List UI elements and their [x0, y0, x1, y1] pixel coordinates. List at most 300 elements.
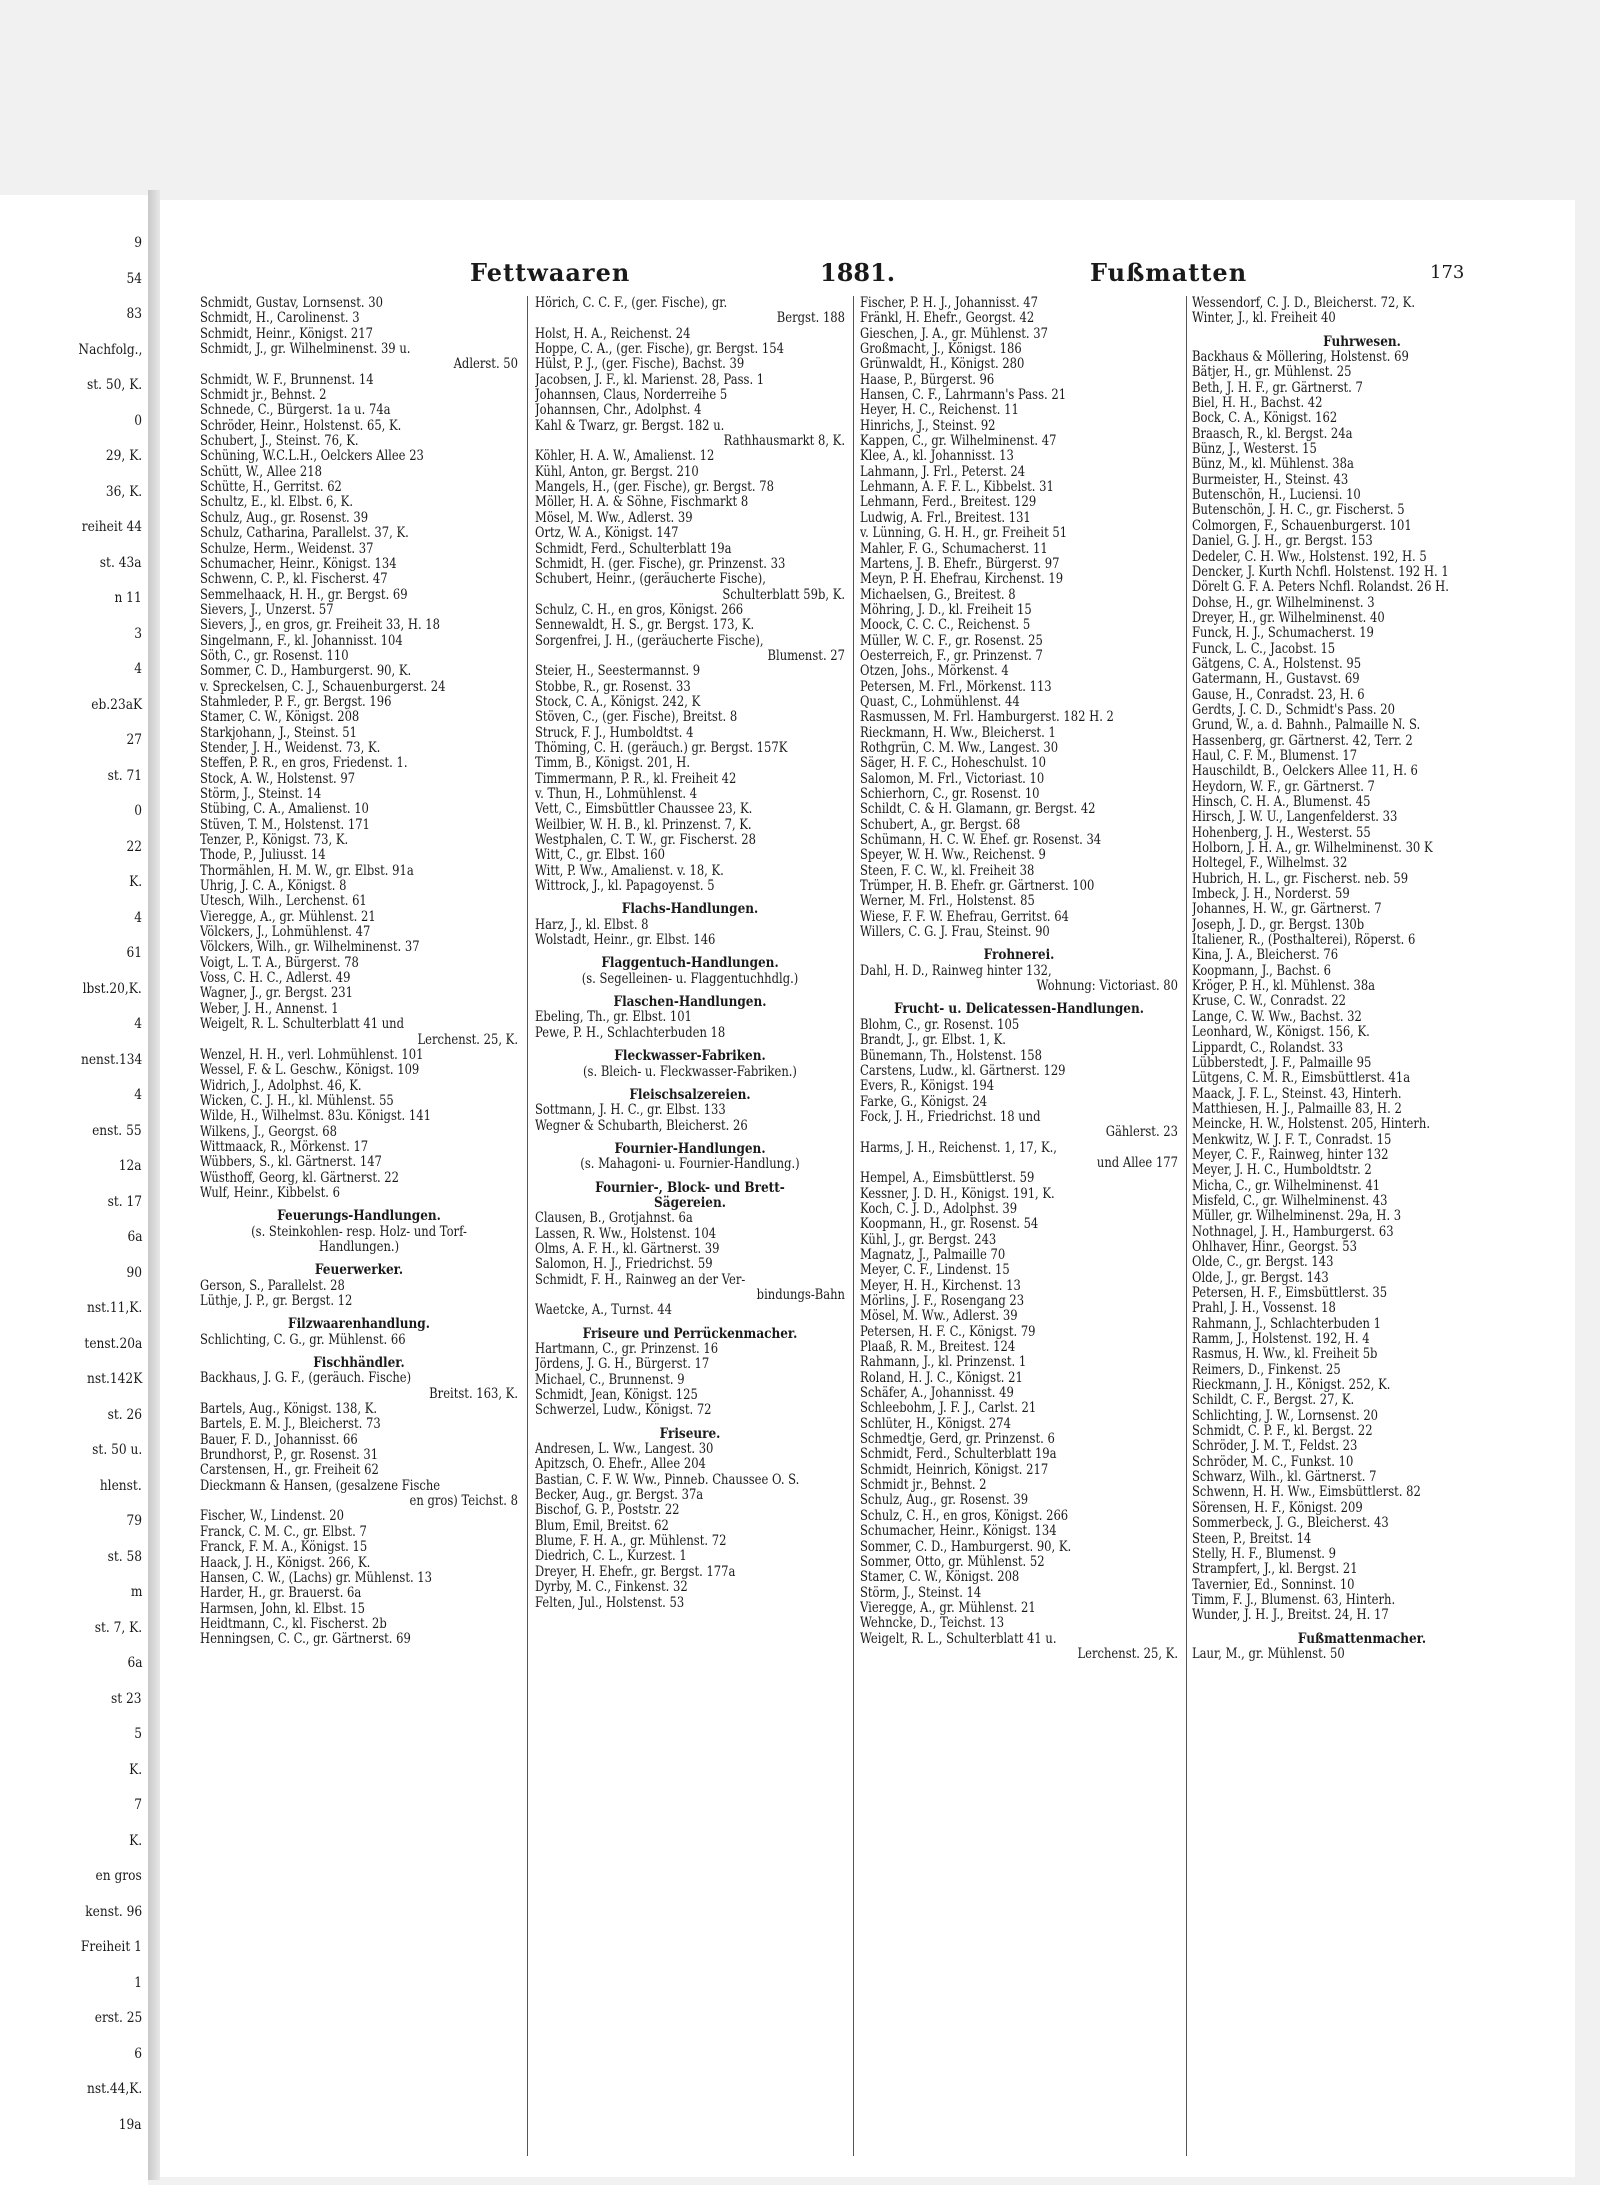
directory-entry: Vieregge, A., gr. Mühlenst. 21	[860, 1599, 1036, 1616]
directory-entry: Gerdts, J. C. D., Schmidt's Pass. 20	[1192, 701, 1395, 718]
directory-entry: Schmidt, C. P. F., kl. Bergst. 22	[1192, 1423, 1373, 1440]
directory-entry: Stelly, H. F., Blumenst. 9	[1192, 1545, 1336, 1562]
directory-entry: Wegner & Schubarth, Bleicherst. 26	[535, 1117, 748, 1134]
directory-entry: Sörensen, H. F., Königst. 209	[1192, 1499, 1363, 1516]
directory-entry: Heydorn, W. F., gr. Gärtnerst. 7	[1192, 778, 1375, 795]
directory-entry: Haase, P., Bürgerst. 96	[860, 371, 995, 388]
directory-entry: Jördens, J. G. H., Bürgerst. 17	[535, 1356, 710, 1373]
directory-entry: Blumenst. 27	[767, 647, 845, 664]
directory-entry: Koopmann, J., Bachst. 6	[1192, 962, 1332, 979]
directory-entry: Rahmann, J., Schlachterbuden 1	[1192, 1315, 1382, 1332]
cross-reference-note: (s. Mahagoni- u. Fournier-Handlung.)	[580, 1156, 800, 1173]
directory-entry: Möller, H. A. & Söhne, Fischmarkt 8	[535, 494, 749, 511]
facing-page-text: 29, K.	[105, 448, 142, 464]
directory-entry: Misfeld, C., gr. Wilhelminenst. 43	[1192, 1192, 1388, 1209]
directory-entry: Lippardt, C., Rolandst. 33	[1192, 1039, 1344, 1056]
facing-page-text: enst. 55	[92, 1122, 142, 1139]
directory-entry: Voigt, L. T. A., Bürgerst. 78	[200, 954, 359, 971]
directory-entry: Fock, J. H., Friedrichst. 18 und	[860, 1108, 1041, 1125]
directory-entry: Prahl, J. H., Vossenst. 18	[1192, 1300, 1336, 1317]
directory-entry: Kessner, J. D. H., Königst. 191, K.	[860, 1185, 1055, 1202]
directory-entry: Biel, H. H., Bachst. 42	[1192, 395, 1323, 412]
directory-entry: Stamer, C. W., Königst. 208	[200, 709, 360, 726]
directory-entry: Meyer, J. H. C., Humboldtstr. 2	[1192, 1162, 1372, 1179]
category-heading: Sägereien.	[654, 1194, 726, 1211]
directory-entry: Schierhorn, C., gr. Rosenst. 10	[860, 786, 1040, 802]
category-heading: Fournier-, Block- und Brett-	[595, 1179, 785, 1196]
directory-entry: Schumacher, Heinr., Königst. 134	[860, 1523, 1057, 1540]
directory-entry: Wehncke, D., Teichst. 13	[860, 1615, 1005, 1632]
facing-page-text: 9	[134, 235, 142, 251]
directory-entry: Schmidt, H., Carolinenst. 3	[200, 310, 360, 327]
facing-page-text: 6a	[126, 1655, 142, 1671]
directory-entry: Holborn, J. H. A., gr. Wilhelminenst. 30 K	[1192, 840, 1433, 857]
directory-entry: Hinsch, C. H. A., Blumenst. 45	[1192, 794, 1371, 810]
directory-entry: Ebeling, Th., gr. Elbst. 101	[535, 1009, 692, 1026]
directory-entry: Lüthje, J. P., gr. Bergst. 12	[200, 1293, 353, 1309]
directory-entry: Dencker, J. Kurth Nchfl. Holstenst. 192 H. 1	[1192, 563, 1449, 580]
directory-page	[160, 200, 1575, 2177]
directory-entry: Wolstadt, Heinr., gr. Elbst. 146	[535, 932, 716, 949]
directory-entry: Meincke, H. W., Holstenst. 205, Hinterh.	[1192, 1116, 1430, 1133]
directory-entry: Störm, J., Steinst. 14	[860, 1584, 982, 1601]
facing-page-text: m	[130, 1584, 142, 1600]
directory-entry: Schwenn, C. P., kl. Fischerst. 47	[200, 571, 388, 588]
directory-entry: Rahmann, J., kl. Prinzenst. 1	[860, 1354, 1027, 1371]
directory-entry: Schumacher, Heinr., Königst. 134	[200, 555, 397, 572]
cross-reference-note: (s. Steinkohlen- resp. Holz- und Torf-	[251, 1223, 467, 1240]
page-number: 173	[1430, 262, 1465, 283]
directory-entry: Schüning, W.C.L.H., Oelckers Allee 23	[200, 448, 424, 465]
directory-entry: Schulze, Herm., Weidenst. 37	[200, 540, 374, 557]
directory-entry: Olde, C., gr. Bergst. 143	[1192, 1254, 1334, 1271]
directory-entry: Stobbe, R., gr. Rosenst. 33	[535, 678, 691, 695]
directory-entry: Wilde, H., Wilhelmst. 83u. Königst. 141	[200, 1108, 431, 1125]
directory-entry: Wagner, J., gr. Bergst. 231	[200, 985, 354, 1002]
directory-entry: Moock, C. C. C., Reichenst. 5	[860, 617, 1031, 634]
category-heading: Fleckwasser-Fabriken.	[614, 1048, 766, 1065]
directory-entry: Speyer, W. H. Ww., Reichenst. 9	[860, 847, 1046, 864]
directory-entry: Meyer, H. H., Kirchenst. 13	[860, 1277, 1021, 1294]
directory-entry: Fränkl, H. Ehefr., Georgst. 42	[860, 310, 1035, 327]
directory-entry: Lerchenst. 25, K.	[1077, 1645, 1178, 1662]
directory-entry: Tavernier, Ed., Sonninst. 10	[1192, 1576, 1355, 1593]
directory-entry: Blum, Emil, Breitst. 62	[535, 1517, 669, 1534]
directory-entry: Mangels, H., (ger. Fische), gr. Bergst. 78	[535, 479, 774, 496]
directory-entry: Brundhorst, P., gr. Rosenst. 31	[200, 1447, 379, 1464]
column-3	[860, 296, 1178, 2156]
facing-page-text: 6a	[126, 1229, 142, 1245]
facing-page-text: 27	[126, 732, 142, 748]
facing-page-text: st. 71	[107, 767, 142, 784]
facing-page-text: 79	[126, 1513, 142, 1529]
directory-entry: Wunder, J. H. J., Breitst. 24, H. 17	[1192, 1607, 1389, 1624]
directory-entry: Salomon, H. J., Friedrichst. 59	[535, 1256, 713, 1273]
directory-entry: Thode, P., Juliusst. 14	[200, 847, 326, 864]
category-heading: Frucht- u. Delicatessen-Handlungen.	[894, 1001, 1144, 1018]
facing-page-text: 4	[134, 661, 142, 677]
directory-entry: Butenschön, H., Luciensi. 10	[1192, 487, 1361, 504]
directory-entry: Ludwig, A. Frl., Breitest. 131	[860, 509, 1031, 526]
directory-entry: Gause, H., Conradst. 23, H. 6	[1192, 686, 1365, 703]
directory-entry: Stender, J. H., Weidenst. 73, K.	[200, 739, 381, 756]
directory-entry: Leonhard, W., Königst. 156, K.	[1192, 1024, 1370, 1041]
directory-entry: Oesterreich, F., gr. Prinzenst. 7	[860, 647, 1043, 664]
directory-entry: Lassen, R. Ww., Holstenst. 104	[535, 1225, 717, 1242]
directory-entry: Klee, A., kl. Johannisst. 13	[860, 448, 1014, 465]
directory-entry: Harmsen, John, kl. Elbst. 15	[200, 1600, 366, 1617]
directory-entry: Dreyer, H., gr. Wilhelminenst. 40	[1192, 609, 1385, 626]
directory-entry: Rieckmann, J. H., Königst. 252, K.	[1192, 1377, 1391, 1394]
directory-entry: Schmidt jr., Behnst. 2	[860, 1477, 987, 1494]
directory-entry: Winter, J., kl. Freiheit 40	[1192, 310, 1336, 327]
directory-entry: Uhrig, J. C. A., Königst. 8	[200, 878, 347, 895]
facing-page-text: st. 50, K.	[86, 377, 142, 393]
directory-entry: Bartels, E. M. J., Bleicherst. 73	[200, 1416, 381, 1433]
category-heading: Feuerwerker.	[314, 1262, 404, 1279]
directory-entry: Plaaß, R. M., Breitest. 124	[860, 1339, 1016, 1356]
directory-entry: und Allee 177	[1096, 1154, 1178, 1171]
directory-entry: Vett, C., Eimsbüttler Chaussee 23, K.	[535, 801, 753, 818]
directory-entry: Holst, H. A., Reichenst. 24	[535, 325, 691, 342]
facing-page-text: kenst. 96	[85, 1903, 142, 1920]
directory-entry: Lehmann, Ferd., Breitest. 129	[860, 494, 1037, 511]
directory-entry: Laur, M., gr. Mühlenst. 50	[1192, 1645, 1345, 1662]
directory-entry: Grünwaldt, H., Königst. 280	[860, 356, 1025, 373]
directory-entry: Olms, A. F. H., kl. Gärtnerst. 39	[535, 1240, 720, 1257]
directory-entry: Wessendorf, C. J. D., Bleicherst. 72, K.	[1192, 296, 1415, 311]
directory-entry: Gatermann, H., Gustavst. 69	[1192, 671, 1360, 688]
directory-entry: Trümper, H. B. Ehefr. gr. Gärtnerst. 100	[860, 878, 1095, 895]
directory-entry: Rathhausmarkt 8, K.	[723, 433, 845, 450]
directory-entry: Franck, F. M. A., Königst. 15	[200, 1539, 368, 1556]
category-heading: Flaschen-Handlungen.	[613, 994, 767, 1011]
directory-entry: Schleebohm, J. F. J., Carlst. 21	[860, 1400, 1037, 1417]
directory-entry: Widrich, J., Adolphst. 46, K.	[200, 1077, 362, 1094]
directory-entry: v. Spreckelsen, C. J., Schauenburgerst. 24	[200, 678, 446, 695]
directory-entry: Schulterblatt 59b, K.	[722, 586, 845, 603]
directory-entry: Harms, J. H., Reichenst. 1, 17, K.,	[860, 1139, 1057, 1156]
facing-page-text: nst.44,K.	[86, 2081, 142, 2097]
directory-entry: Schmidt jr., Behnst. 2	[200, 387, 327, 404]
category-heading: Frohnerei.	[983, 947, 1055, 964]
directory-entry: Störm, J., Steinst. 14	[200, 786, 322, 802]
directory-entry: Wenzel, H. H., verl. Lohmühlenst. 101	[200, 1046, 424, 1063]
directory-entry: Schmidt, H. (ger. Fische), gr. Prinzenst. 33	[535, 555, 786, 572]
directory-entry: Koch, C. J. D., Adolphst. 39	[860, 1200, 1018, 1217]
directory-entry: Schäfer, A., Johannisst. 49	[860, 1385, 1014, 1402]
directory-entry: Dieckmann & Hansen, (gesalzene Fische	[200, 1477, 441, 1494]
directory-entry: Andresen, L. Ww., Langest. 30	[535, 1441, 714, 1458]
directory-entry: Burmeister, H., Steinst. 43	[1192, 471, 1349, 488]
directory-entry: Wilkens, J., Georgst. 68	[200, 1123, 337, 1140]
directory-entry: Hartmann, C., gr. Prinzenst. 16	[535, 1341, 719, 1357]
directory-entry: Schmidt, Ferd., Schulterblatt 19a	[535, 540, 732, 557]
directory-entry: Witt, P. Ww., Amalienst. v. 18, K.	[535, 862, 724, 879]
facing-page-text: nst.11,K.	[86, 1300, 142, 1316]
directory-entry: Schlüter, H., Königst. 274	[860, 1415, 1011, 1432]
directory-entry: Stamer, C. W., Königst. 208	[860, 1569, 1020, 1586]
directory-entry: Bartels, Aug., Königst. 138, K.	[200, 1401, 377, 1418]
directory-entry: Völckers, Wilh., gr. Wilhelminenst. 37	[200, 939, 420, 956]
directory-entry: Otzen, Johs., Mörkenst. 4	[860, 663, 1009, 680]
facing-page-text: hlenst.	[100, 1477, 142, 1494]
column-1	[200, 296, 518, 2156]
directory-entry: Rasmus, H. Ww., kl. Freiheit 5b	[1192, 1346, 1378, 1363]
directory-entry: Kina, J. A., Bleicherst. 76	[1192, 947, 1339, 964]
column-2	[535, 296, 845, 2156]
directory-entry: Diedrich, C. L., Kurzest. 1	[535, 1548, 687, 1565]
facing-page-text: Nachfolg.,	[78, 341, 142, 358]
directory-entry: bindungs-Bahn	[756, 1286, 845, 1303]
directory-entry: Carstens, Ludw., kl. Gärtnerst. 129	[860, 1062, 1066, 1079]
directory-entry: Lange, C. W. Ww., Bachst. 32	[1192, 1008, 1362, 1025]
directory-entry: Gählerst. 23	[1105, 1124, 1178, 1141]
facing-page-text: n 11	[114, 590, 142, 606]
directory-entry: Magnatz, J., Palmaille 70	[860, 1246, 1006, 1263]
directory-entry: Maack, J. F. L., Steinst. 43, Hinterh.	[1192, 1085, 1402, 1102]
facing-page-text: 0	[134, 412, 142, 429]
directory-entry: Schnede, C., Bürgerst. 1a u. 74a	[200, 402, 391, 419]
directory-entry: en gros) Teichst. 8	[409, 1493, 518, 1510]
directory-entry: Werner, M. Frl., Holstenst. 85	[860, 893, 1035, 910]
year: 1881.	[820, 258, 896, 287]
directory-entry: Heyer, H. C., Reichenst. 11	[860, 402, 1019, 419]
category-heading: Fleischsalzereien.	[629, 1086, 751, 1103]
directory-entry: Tenzer, P., Königst. 73, K.	[200, 832, 349, 849]
directory-entry: Timm, F. J., Blumenst. 63, Hinterh.	[1192, 1591, 1396, 1608]
facing-page-text: K.	[129, 1832, 142, 1849]
section-title-left: Fettwaaren	[470, 258, 631, 287]
facing-page-text: 4	[134, 1087, 142, 1103]
directory-entry: Sievers, J., Unzerst. 57	[200, 601, 334, 618]
directory-entry: Dohse, H., gr. Wilhelminenst. 3	[1192, 594, 1375, 611]
directory-entry: Hempel, A., Eimsbüttlerst. 59	[860, 1170, 1035, 1187]
directory-entry: Franck, C. M. C., gr. Elbst. 7	[200, 1523, 367, 1540]
directory-entry: Braasch, R., kl. Bergst. 24a	[1192, 425, 1353, 442]
directory-entry: Gätgens, C. A., Holstenst. 95	[1192, 655, 1362, 672]
directory-entry: Hoppe, C. A., (ger. Fische), gr. Bergst. 154	[535, 341, 784, 358]
column-divider	[853, 296, 854, 2156]
directory-entry: Hansen, C. F., Lahrmann's Pass. 21	[860, 387, 1067, 404]
directory-entry: Dreyer, H. Ehefr., gr. Bergst. 177a	[535, 1563, 736, 1580]
directory-entry: Wübbers, S., kl. Gärtnerst. 147	[200, 1154, 382, 1171]
directory-entry: Reimers, D., Finkenst. 25	[1192, 1361, 1341, 1378]
directory-entry: Petersen, H. F. C., Königst. 79	[860, 1323, 1036, 1340]
facing-page-text: st. 43a	[100, 554, 142, 571]
facing-page-text: 19a	[119, 2116, 142, 2133]
directory-entry: Wessel, F. & L. Geschw., Königst. 109	[200, 1062, 420, 1079]
directory-entry: Schwarz, Wilh., kl. Gärtnerst. 7	[1192, 1469, 1377, 1486]
directory-entry: Bünz, J., Westerst. 15	[1192, 441, 1317, 458]
directory-entry: Schmidt, F. H., Rainweg an der Ver-	[535, 1271, 746, 1288]
facing-page-text: st. 58	[107, 1548, 142, 1565]
directory-entry: Utesch, Wilh., Lerchenst. 61	[200, 893, 367, 910]
facing-page-text: 0	[134, 803, 142, 819]
category-heading: Fischhändler.	[313, 1355, 405, 1372]
category-heading: Filzwaarenhandlung.	[288, 1316, 430, 1333]
directory-entry: Schmidt, Gustav, Lornsenst. 30	[200, 296, 383, 311]
directory-entry: Schubert, J., Steinst. 76, K.	[200, 433, 359, 450]
directory-entry: Meyer, C. F., Lindenst. 15	[860, 1262, 1010, 1279]
facing-page-text: eb.23aK	[91, 696, 142, 713]
category-heading: Fußmattenmacher.	[1297, 1630, 1427, 1647]
directory-entry: Willers, C. G. J. Frau, Steinst. 90	[860, 924, 1050, 941]
directory-entry: Backhaus & Möllering, Holstenst. 69	[1192, 349, 1409, 366]
directory-entry: Koopmann, H., gr. Rosenst. 54	[860, 1216, 1039, 1233]
directory-entry: Ohlhaver, Hinr., Georgst. 53	[1192, 1238, 1357, 1255]
category-heading: Flaggentuch-Handlungen.	[601, 955, 779, 972]
directory-entry: Funck, H. J., Schumacherst. 19	[1192, 625, 1374, 642]
facing-page-text: 4	[134, 909, 142, 926]
directory-entry: Voss, C. H. C., Adlerst. 49	[200, 970, 351, 987]
column-4	[1192, 296, 1532, 2156]
directory-entry: Rieckmann, H. Ww., Bleicherst. 1	[860, 724, 1056, 741]
facing-page-text: Freiheit 1	[81, 1939, 142, 1955]
directory-entry: Schümann, H. C. W. Ehef. gr. Rosenst. 34	[860, 832, 1102, 849]
directory-entry: Evers, R., Königst. 194	[860, 1078, 995, 1095]
directory-entry: Bünemann, Th., Holstenst. 158	[860, 1047, 1043, 1064]
directory-entry: Italiener, R., (Posthalterei), Röperst. 6	[1192, 932, 1416, 949]
directory-entry: Kühl, J., gr. Bergst. 243	[860, 1231, 997, 1248]
directory-entry: Adlerst. 50	[453, 356, 518, 373]
directory-entry: Schulz, C. H., en gros, Königst. 266	[860, 1507, 1069, 1524]
directory-entry: Bastian, C. F. W. Ww., Pinneb. Chaussee O. S.	[535, 1471, 800, 1488]
directory-entry: Hauschildt, B., Oelckers Allee 11, H. 6	[1192, 763, 1418, 780]
directory-entry: Harz, J., kl. Elbst. 8	[535, 916, 649, 933]
directory-entry: Farke, G., Königst. 24	[860, 1093, 988, 1110]
facing-page-text: 6	[134, 2045, 142, 2062]
directory-entry: Weigelt, R. L. Schulterblatt 41 und	[200, 1016, 405, 1033]
directory-entry: Butenschön, J. H. C., gr. Fischerst. 5	[1192, 502, 1405, 519]
directory-entry: Schütt, W., Allee 218	[200, 463, 322, 480]
directory-entry: Beth, J. H. F., gr. Gärtnerst. 7	[1192, 379, 1363, 396]
directory-entry: Weilbier, W. H. B., kl. Prinzenst. 7, K.	[535, 816, 752, 833]
directory-entry: Schildt, C. F., Bergst. 27, K.	[1192, 1392, 1355, 1409]
directory-entry: Wüsthoff, Georg, kl. Gärtnerst. 22	[200, 1169, 400, 1186]
directory-entry: Kröger, P. H., kl. Mühlenst. 38a	[1192, 978, 1376, 995]
directory-entry: Brandt, J., gr. Elbst. 1, K.	[860, 1032, 1006, 1049]
directory-entry: Pewe, P. H., Schlachterbuden 18	[535, 1024, 726, 1041]
directory-entry: Lerchenst. 25, K.	[417, 1031, 518, 1048]
directory-entry: Bauer, F. D., Johannisst. 66	[200, 1431, 358, 1448]
facing-page-text: K.	[129, 874, 142, 890]
directory-entry: Stöven, C., (ger. Fische), Breitst. 8	[535, 709, 738, 726]
directory-entry: Joseph, J. D., gr. Bergst. 130b	[1192, 916, 1365, 933]
directory-entry: Petersen, H. F., Eimsbüttlerst. 35	[1192, 1285, 1388, 1301]
directory-entry: Roland, H. J. C., Königst. 21	[860, 1369, 1023, 1386]
directory-entry: Gieschen, J. A., gr. Mühlenst. 37	[860, 325, 1048, 342]
facing-page-text: 90	[126, 1264, 142, 1281]
directory-entry: Bünz, M., kl. Mühlenst. 38a	[1192, 456, 1354, 473]
directory-entry: Fischer, W., Lindenst. 20	[200, 1508, 344, 1525]
directory-entry: Schmidt, Jean, Königst. 125	[535, 1387, 698, 1404]
directory-entry: v. Thun, H., Lohmühlenst. 4	[535, 786, 698, 802]
directory-entry: Backhaus, J. G. F., (geräuch. Fische)	[200, 1370, 412, 1387]
directory-entry: Colmorgen, F., Schauenburgerst. 101	[1192, 517, 1412, 534]
directory-entry: Blohm, C., gr. Rosenst. 105	[860, 1016, 1020, 1033]
cross-reference-note: (s. Segelleinen- u. Flaggentuchhdlg.)	[581, 970, 799, 987]
directory-entry: Stahmleder, P. F., gr. Bergst. 196	[200, 693, 392, 710]
directory-entry: Dedeler, C. H. Ww., Holstenst. 192, H. 5	[1192, 548, 1427, 565]
directory-entry: Schütte, H., Gerritst. 62	[200, 479, 342, 496]
page-gutter	[148, 190, 160, 2180]
directory-entry: Struck, F. J., Humboldtst. 4	[535, 724, 694, 741]
directory-entry: Singelmann, F., kl. Johannisst. 104	[200, 632, 403, 649]
directory-entry: Stock, C. A., Königst. 242, K	[535, 693, 701, 710]
section-title-right: Fußmatten	[1090, 258, 1248, 287]
directory-entry: Schildt, C. & H. Glamann, gr. Bergst. 42	[860, 801, 1096, 818]
directory-entry: Johannsen, Claus, Norderreihe 5	[535, 387, 728, 404]
facing-page-text: 54	[126, 270, 142, 287]
directory-entry: Nothnagel, J. H., Hamburgerst. 63	[1192, 1223, 1394, 1240]
category-heading: Fuhrwesen.	[1323, 333, 1401, 350]
directory-entry: Hörich, C. C. F., (ger. Fische), gr.	[535, 296, 728, 311]
directory-entry: Breitst. 163, K.	[429, 1385, 518, 1402]
facing-page-text: lbst.20,K.	[82, 980, 142, 997]
directory-entry: Lübberstedt, J. F., Palmaille 95	[1192, 1054, 1372, 1071]
directory-entry: Müller, gr. Wilhelminenst. 29a, H. 3	[1192, 1208, 1402, 1225]
directory-entry: Schlichting, C. G., gr. Mühlenst. 66	[200, 1331, 406, 1348]
directory-entry: Kappen, C., gr. Wilhelminenst. 47	[860, 433, 1057, 450]
directory-entry: Carstensen, H., gr. Freiheit 62	[200, 1462, 379, 1479]
directory-entry: Säger, H. F. C., Hoheschulst. 10	[860, 755, 1046, 772]
directory-entry: Wittrock, J., kl. Papagoyenst. 5	[535, 878, 715, 895]
facing-page-text: 7	[134, 1797, 142, 1813]
directory-entry: Hansen, C. W., (Lachs) gr. Mühlenst. 13	[200, 1569, 433, 1586]
directory-entry: Semmelhaack, H. H., gr. Bergst. 69	[200, 586, 408, 603]
directory-entry: Bätjer, H., gr. Mühlenst. 25	[1192, 364, 1352, 381]
facing-page-fragment	[0, 195, 148, 2185]
directory-entry: Sommer, C. D., Hamburgerst. 90, K.	[200, 663, 412, 680]
directory-entry: Schubert, Heinr., (geräucherte Fische),	[535, 571, 766, 588]
category-heading: Friseure und Perrückenmacher.	[582, 1325, 798, 1342]
directory-entry: Schröder, J. M. T., Feldst. 23	[1192, 1438, 1358, 1455]
directory-entry: Steier, H., Seestermannst. 9	[535, 663, 701, 680]
column-divider	[527, 296, 528, 2156]
directory-entry: Menkwitz, W. J. F. T., Conradst. 15	[1192, 1131, 1392, 1148]
facing-page-text: 5	[134, 1726, 142, 1742]
directory-entry: Stübing, C. A., Amalienst. 10	[200, 801, 369, 818]
directory-entry: Starkjohann, J., Steinst. 51	[200, 724, 357, 741]
directory-entry: Kühl, Anton, gr. Bergst. 210	[535, 463, 699, 480]
directory-entry: Möhring, J. D., kl. Freiheit 15	[860, 601, 1032, 618]
directory-entry: Wittmaack, R., Mörkenst. 17	[200, 1138, 369, 1155]
directory-entry: Fischer, P. H. J., Johannisst. 47	[860, 296, 1039, 311]
directory-entry: Hirsch, J. W. U., Langenfelderst. 33	[1192, 809, 1398, 826]
directory-entry: Gerson, S., Parallelst. 28	[200, 1277, 345, 1294]
directory-entry: Schmidt, W. F., Brunnenst. 14	[200, 371, 374, 388]
facing-page-text: 3	[134, 625, 142, 642]
directory-entry: Mösel, M. Ww., Adlerst. 39	[860, 1308, 1018, 1325]
directory-entry: Rasmussen, M. Frl. Hamburgerst. 182 H. 2	[860, 709, 1114, 726]
directory-entry: Schröder, Heinr., Holstenst. 65, K.	[200, 417, 402, 434]
directory-entry: Schmidt, Heinr., Königst. 217	[200, 325, 373, 342]
directory-entry: Bergst. 188	[776, 310, 845, 327]
directory-entry: Weber, J. H., Annenst. 1	[200, 1000, 339, 1017]
facing-page-text: 12a	[119, 1158, 142, 1174]
cross-reference-note: Handlungen.)	[318, 1238, 400, 1255]
directory-entry: Witt, C., gr. Elbst. 160	[535, 847, 665, 864]
directory-entry: Lahmann, J. Frl., Peterst. 24	[860, 463, 1026, 480]
directory-entry: Michael, C., Brunnenst. 9	[535, 1371, 685, 1388]
directory-entry: Steffen, P. R., en gros, Friedenst. 1.	[200, 755, 408, 772]
directory-entry: Westphalen, C. T. W., gr. Fischerst. 28	[535, 832, 756, 849]
directory-entry: Meyer, C. F., Rainweg, hinter 132	[1192, 1146, 1389, 1163]
directory-entry: Lütgens, C. M. R., Eimsbüttlerst. 41a	[1192, 1070, 1411, 1087]
facing-page-text: 83	[126, 306, 142, 322]
facing-page-text: reiheit 44	[81, 519, 142, 535]
